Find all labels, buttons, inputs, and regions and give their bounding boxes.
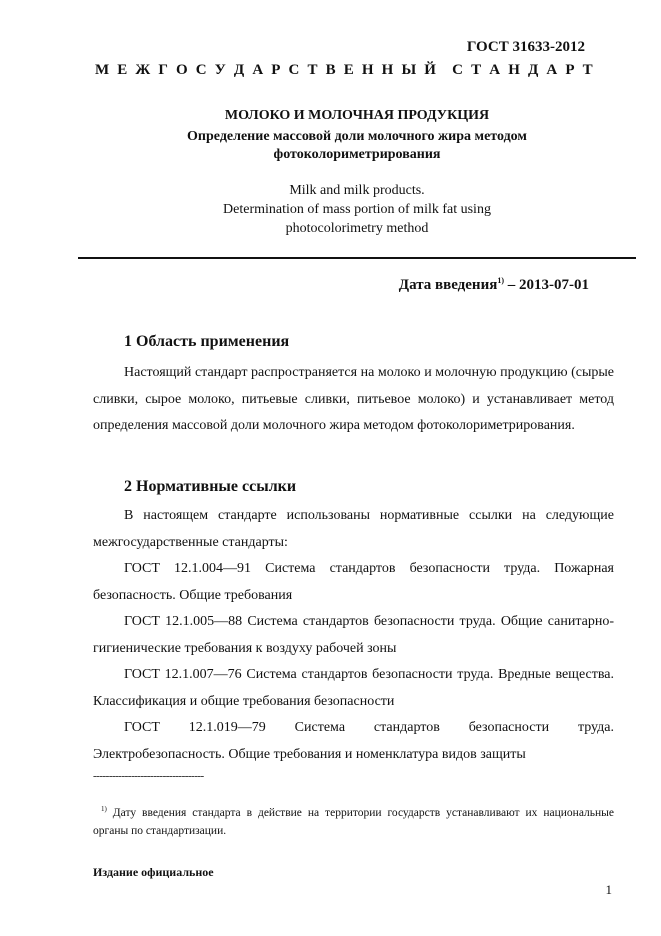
section1-heading: 1 Область применения [124,333,290,350]
introduction-date-value: – 2013-07-01 [504,277,589,293]
interstate-letter: У [214,62,226,78]
interstate-letter: Е [117,62,128,78]
interstate-letter: Г [158,62,168,78]
interstate-letter: А [252,62,264,78]
title-divider [78,257,636,259]
interstate-letter: Т [582,62,593,78]
publication-note: Издание официальное [93,865,214,879]
interstate-letter: Д [233,62,245,78]
title-en-line3: photocolorimetry method [285,221,429,236]
title-en [78,181,636,238]
interstate-letter: Н [381,62,394,78]
footnote-separator: ----------------------------------- [93,770,204,782]
interstate-letter: О [176,62,188,78]
interstate-letter: С [452,62,464,78]
interstate-letter: Н [508,62,520,78]
interstate-letter: Р [565,62,575,78]
interstate-letter: Ж [135,62,151,78]
interstate-letter: Ы [401,62,417,78]
introduction-footnote-mark: 1) [497,276,504,285]
interstate-letter: А [546,62,558,78]
title-en-line1: Milk and milk products. [289,183,425,198]
interstate-letter: Т [307,62,318,78]
introduction-date [399,276,589,294]
interstate-letter: С [195,62,207,78]
page-number: 1 [605,882,612,897]
interstate-letter: Н [361,62,374,78]
footnote-mark: 1) [101,805,107,813]
section1-paragraph: Настоящий стандарт распространяется на молоко и молочную продукцию (сырые сливки, сырое молоко, питьевые сливки, питьевое молоко) и устанавливает метод определения массовой доли молочного жира методом фотоколориметрирования. [93,365,614,433]
title-ru-subtitle [78,128,636,164]
interstate-letter: А [489,62,501,78]
gost-number: ГОСТ 31633-2012 [466,39,585,55]
interstate-letter: Р [271,62,281,78]
footnote [93,800,614,840]
interstate-letter: М [95,62,110,78]
interstate-standard-heading [95,62,593,79]
title-ru-main: МОЛОКО И МОЛОЧНАЯ ПРОДУКЦИЯ [224,108,490,123]
footnote-text: Дату введения стандарта в действие на территории государств устанавливают их национальные органы по стандартизации. [93,806,614,837]
interstate-letter: Й [424,62,436,78]
interstate-letter: Е [343,62,354,78]
title-ru-subtitle-line2: фотоколориметрирования [273,147,441,162]
interstate-letter: С [288,62,300,78]
interstate-letter: Д [527,62,539,78]
section2-intro: В настоящем стандарте использованы нормативные ссылки на следующие межгосударственные стандарты: [93,508,614,550]
reference-item: ГОСТ 12.1.005—88 Система стандартов безопасности труда. Общие санитарно-гигиенические требования к воздуху рабочей зоны [93,614,614,656]
title-en-line2: Determination of mass portion of milk fat using [223,202,491,217]
section2-heading: 2 Нормативные ссылки [124,478,297,495]
title-ru-subtitle-line1: Определение массовой доли молочного жира методом [187,129,527,144]
interstate-letter: Т [471,62,482,78]
reference-item: ГОСТ 12.1.004—91 Система стандартов безопасности труда. Пожарная безопасность. Общие требования [93,561,614,603]
introduction-date-label: Дата введения [398,277,498,293]
reference-item: ГОСТ 12.1.019—79 Система стандартов безопасности труда. Электробезопасность. Общие требования и номенклатура видов защиты [93,720,614,762]
reference-item: ГОСТ 12.1.007—76 Система стандартов безопасности труда. Вредные вещества. Классификация и общие требования безопасности [93,667,614,709]
interstate-letter: В [325,62,336,78]
